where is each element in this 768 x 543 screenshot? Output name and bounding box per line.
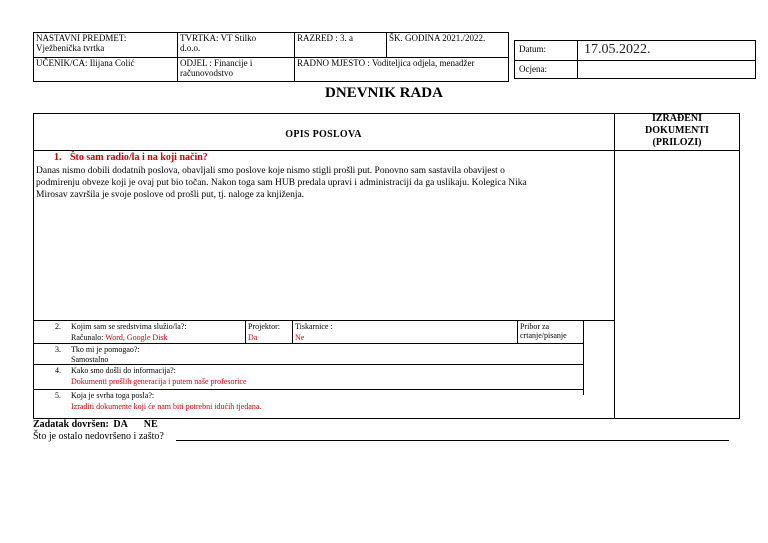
docs-header-line3: (PRILOZI) xyxy=(652,137,702,148)
q1-answer xyxy=(36,165,612,201)
q-divider xyxy=(292,320,293,343)
docs-header xyxy=(614,113,740,149)
remaining-label: Što je ostalo nedovršeno i zašto? xyxy=(33,431,164,442)
workplace-value: Voditeljica odjela, menadžer xyxy=(371,58,475,68)
done-label: Zadatak dovršen: xyxy=(33,419,109,430)
q-divider xyxy=(517,320,518,343)
q-divider xyxy=(33,343,583,344)
q1-number: 1. xyxy=(54,152,62,163)
q2-computer-label: Računalo: xyxy=(71,333,104,342)
q2-printer-value: Ne xyxy=(295,333,305,342)
q2-projector-value: Da xyxy=(248,333,258,342)
q3-number: 3. xyxy=(55,345,61,354)
student-label: UČENIK/CA: xyxy=(36,58,88,68)
q2-number: 2. xyxy=(55,322,61,331)
subject-value: Vježbenička tvrtka xyxy=(36,43,105,53)
q2-tools-label-line1: Pribor za xyxy=(520,322,550,331)
company-value: VT Stilko xyxy=(220,33,257,43)
q-divider xyxy=(33,364,583,365)
q2-printer-label: Tiskarnice : xyxy=(295,322,333,331)
q1-title: Što sam radio/la i na koji način? xyxy=(70,152,208,163)
date-divider xyxy=(514,60,756,61)
q1-answer-line: Mirosav završila je svoje poslove od prošli put, tj. naloge za knjiženja. xyxy=(36,190,305,200)
company-cell xyxy=(177,32,294,57)
q3-title: Tko mi je pomogao?: xyxy=(71,345,140,354)
grade-label: Ocjena: xyxy=(519,64,547,74)
done-yes[interactable]: DA xyxy=(113,419,128,430)
year-cell xyxy=(386,32,509,57)
date-value: 17.05.2022. xyxy=(584,42,651,57)
q4-answer: Dokumenti prošlih generacija i putem naše profesorice xyxy=(71,377,247,386)
q2-title: Kojim sam se sredstvima služio/la?: xyxy=(71,322,187,331)
remaining-input-line[interactable] xyxy=(176,440,729,441)
q5-title: Koja je svrha toga posla?: xyxy=(71,391,155,400)
workplace-label: RADNO MJESTO : xyxy=(297,58,370,68)
opis-header: OPIS POSLOVA xyxy=(285,129,362,140)
q3-answer: Samostalno xyxy=(71,355,109,364)
q5-answer: Izraditi dokumente koji će nam biti potrebni idućih tjedana. xyxy=(71,402,262,411)
q-divider xyxy=(33,389,583,390)
task-done xyxy=(33,419,158,431)
docs-header-line1: IZRAĐENI xyxy=(651,113,702,124)
main-divider xyxy=(614,113,615,419)
company-label: TVRTKA: xyxy=(180,33,219,43)
class-value: 3. a xyxy=(340,33,354,43)
subject-cell xyxy=(33,32,177,57)
q1-answer-line: podmirenju obveze koji je ovaj put bio točan. Nakon toga sam HUB predala upravi i administraciji da ga uslikaju. Kolegica Nika xyxy=(36,178,527,188)
q1-answer-line: Danas nismo dobili dodatnih poslova, obavljali smo poslove koje nismo stigli prošli put. Ponovno sam sastavila obavijest o xyxy=(36,166,505,176)
docs-header-line2: DOKUMENTI xyxy=(645,125,709,136)
q1-heading xyxy=(54,152,208,164)
year-label: ŠK. GODINA xyxy=(389,33,441,43)
q2-tools-label xyxy=(520,322,567,340)
q2-projector-label: Projektor: xyxy=(248,322,280,331)
dept-value-line2: računovodstvo xyxy=(180,68,233,78)
q-divider xyxy=(583,320,584,395)
class-label: RAZRED : xyxy=(297,33,338,43)
q4-number: 4. xyxy=(55,366,61,375)
workplace-cell xyxy=(294,57,509,82)
q5-number: 5. xyxy=(55,391,61,400)
q4-title: Kako smo došli do informacija?: xyxy=(71,366,176,375)
q-divider xyxy=(33,320,614,321)
student-cell xyxy=(33,57,177,82)
main-divider xyxy=(33,150,740,151)
page-title: DNEVNIK RADA xyxy=(325,85,443,101)
date-label: Datum: xyxy=(519,44,546,54)
q2-tools-label-line2: crtanje/pisanje xyxy=(520,331,567,340)
company-value-line2: d.o.o. xyxy=(180,43,201,53)
dept-value: Financije i xyxy=(214,58,253,68)
q2-computer-value: Word, Google Disk xyxy=(105,333,168,342)
subject-label: NASTAVNI PREDMET: xyxy=(36,33,127,43)
dept-cell xyxy=(177,57,294,82)
student-value: Ilijana Colić xyxy=(89,58,135,68)
dept-label: ODJEL : xyxy=(180,58,212,68)
class-cell xyxy=(294,32,386,57)
year-value: 2021./2022. xyxy=(442,33,486,43)
q-divider xyxy=(245,320,246,343)
done-no[interactable]: NE xyxy=(143,419,158,430)
q2-computer xyxy=(71,333,168,342)
